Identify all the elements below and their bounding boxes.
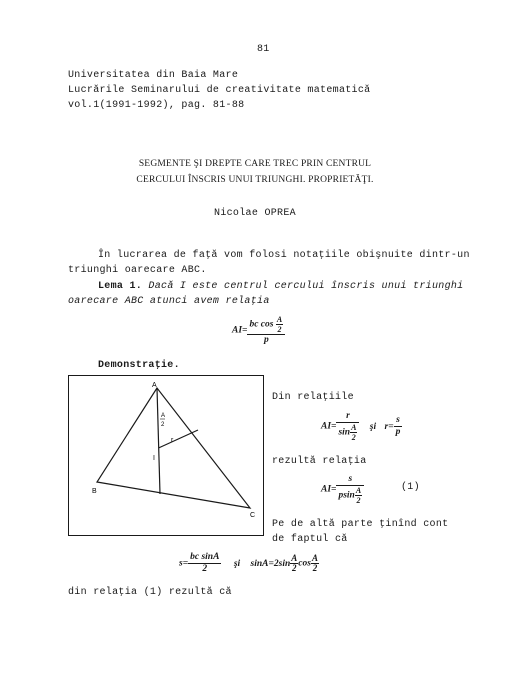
formula-s-and-sina [179,552,319,575]
formula-ai-r-num: r [336,411,359,423]
formula-one-half-angle-num: A [355,486,362,495]
formula-s-num: bc sinA [190,552,220,562]
formula-r-den: p [395,427,401,437]
formula-ai-r [321,411,402,442]
formula-r-fraction [394,415,403,438]
formula-sina-half1-den: 2 [292,563,297,573]
lemma-statement-line2: oarecare ABC atunci avem relaţia [68,296,270,307]
vertex-label-c: C [250,512,256,519]
formula-one-num: s [336,474,364,486]
intro-line2: triunghi oarecare ABC. [68,265,207,276]
formula-ai-r-half-angle-den: 2 [351,433,356,442]
lemma-label: Lema 1. [98,281,143,292]
formula-s-lhs: s= [179,558,189,569]
formula-one-lhs: AI= [321,484,337,495]
paper-title-line2: CERCULUI ÎNSCRIS UNUI TRIUNGHI. PROPRIETĂŢI. [136,175,374,185]
incenter-label-i: I [153,455,155,462]
header-volume: vol.1(1991-1992), pag. 81-88 [68,100,245,111]
formula-r-lhs: r= [384,421,394,432]
formula-main-half-angle-num: A [276,315,283,324]
paper-title-line1: SEGMENTE ŞI DREPTE CARE TREC PRIN CENTRUL [138,159,372,169]
formula-sina-lhs: sinA=2sin [250,558,291,569]
formula-main-num: bc cos [249,319,274,330]
formula-ai-r-fraction [336,411,359,442]
formula-sina-half2 [311,554,319,573]
inradius-segment [159,430,199,448]
paper-author: Nicolae OPREA [214,208,296,219]
formula-one [321,474,364,505]
vertex-label-b: B [92,488,97,495]
angle-label-den: 2 [161,422,165,428]
lemma-statement-line1 [98,281,463,292]
vertex-label-a: A [152,382,157,389]
formula-sina-half1-num: A [291,553,298,563]
formula-main-fraction [247,315,285,346]
formula-main-den: p [263,335,269,345]
formula-sina-half2-num: A [311,553,318,563]
formula-one-half-angle [355,486,362,505]
inradius-label-r: r [171,437,174,444]
formula-s-fraction [188,552,221,575]
formula-ai-r-lhs: AI= [321,421,337,432]
angle-label-num: A [161,413,166,419]
equation-tag-1: (1) [401,482,420,493]
text-rezulta-relatia: rezultă relaţia [272,456,367,467]
header-institution: Universitatea din Baia Mare [68,70,239,81]
formula-one-half-angle-den: 2 [356,496,361,505]
intro-line1: În lucrarea de faţă vom folosi notaţiile obişnuite dintr-un [98,250,470,261]
formula-bottom-conjunction: şi [233,558,241,569]
triangle-figure [68,375,264,536]
formula-main [232,315,285,346]
demonstration-label: Demonstraţie. [98,360,180,371]
formula-ai-r-half-angle-num: A [351,423,357,432]
page-number: 81 [257,44,270,55]
formula-main-half-angle [276,315,283,334]
text-din-relatiile: Din relaţiile [272,392,354,403]
formula-r-num: s [394,415,403,427]
formula-sina-cos: cos [298,558,311,569]
formula-one-psin: psin [338,490,355,501]
formula-main-lhs: AI= [232,325,248,336]
formula-ai-r-half-angle [350,423,357,442]
bisector-ai [157,388,160,494]
triangle-abc [97,388,250,508]
formula-sina-half2-den: 2 [312,563,318,573]
formula-one-fraction [336,474,364,505]
text-de-faptul-ca: de faptul că [272,534,348,545]
formula-ai-r-sin: sin [338,427,351,438]
formula-conjunction-si: şi [369,421,377,432]
formula-main-half-angle-den: 2 [277,325,282,334]
triangle-diagram [69,376,262,534]
closing-text: din relaţia (1) rezultă că [68,587,232,598]
lemma-text1: Dacă I este centrul cercului înscris unui triunghi [148,281,464,292]
header-series: Lucrările Seminarului de creativitate matematică [68,85,371,96]
formula-s-den: 2 [202,564,208,574]
text-pe-de-alta-parte: Pe de altă parte ţinînd cont [272,519,449,530]
